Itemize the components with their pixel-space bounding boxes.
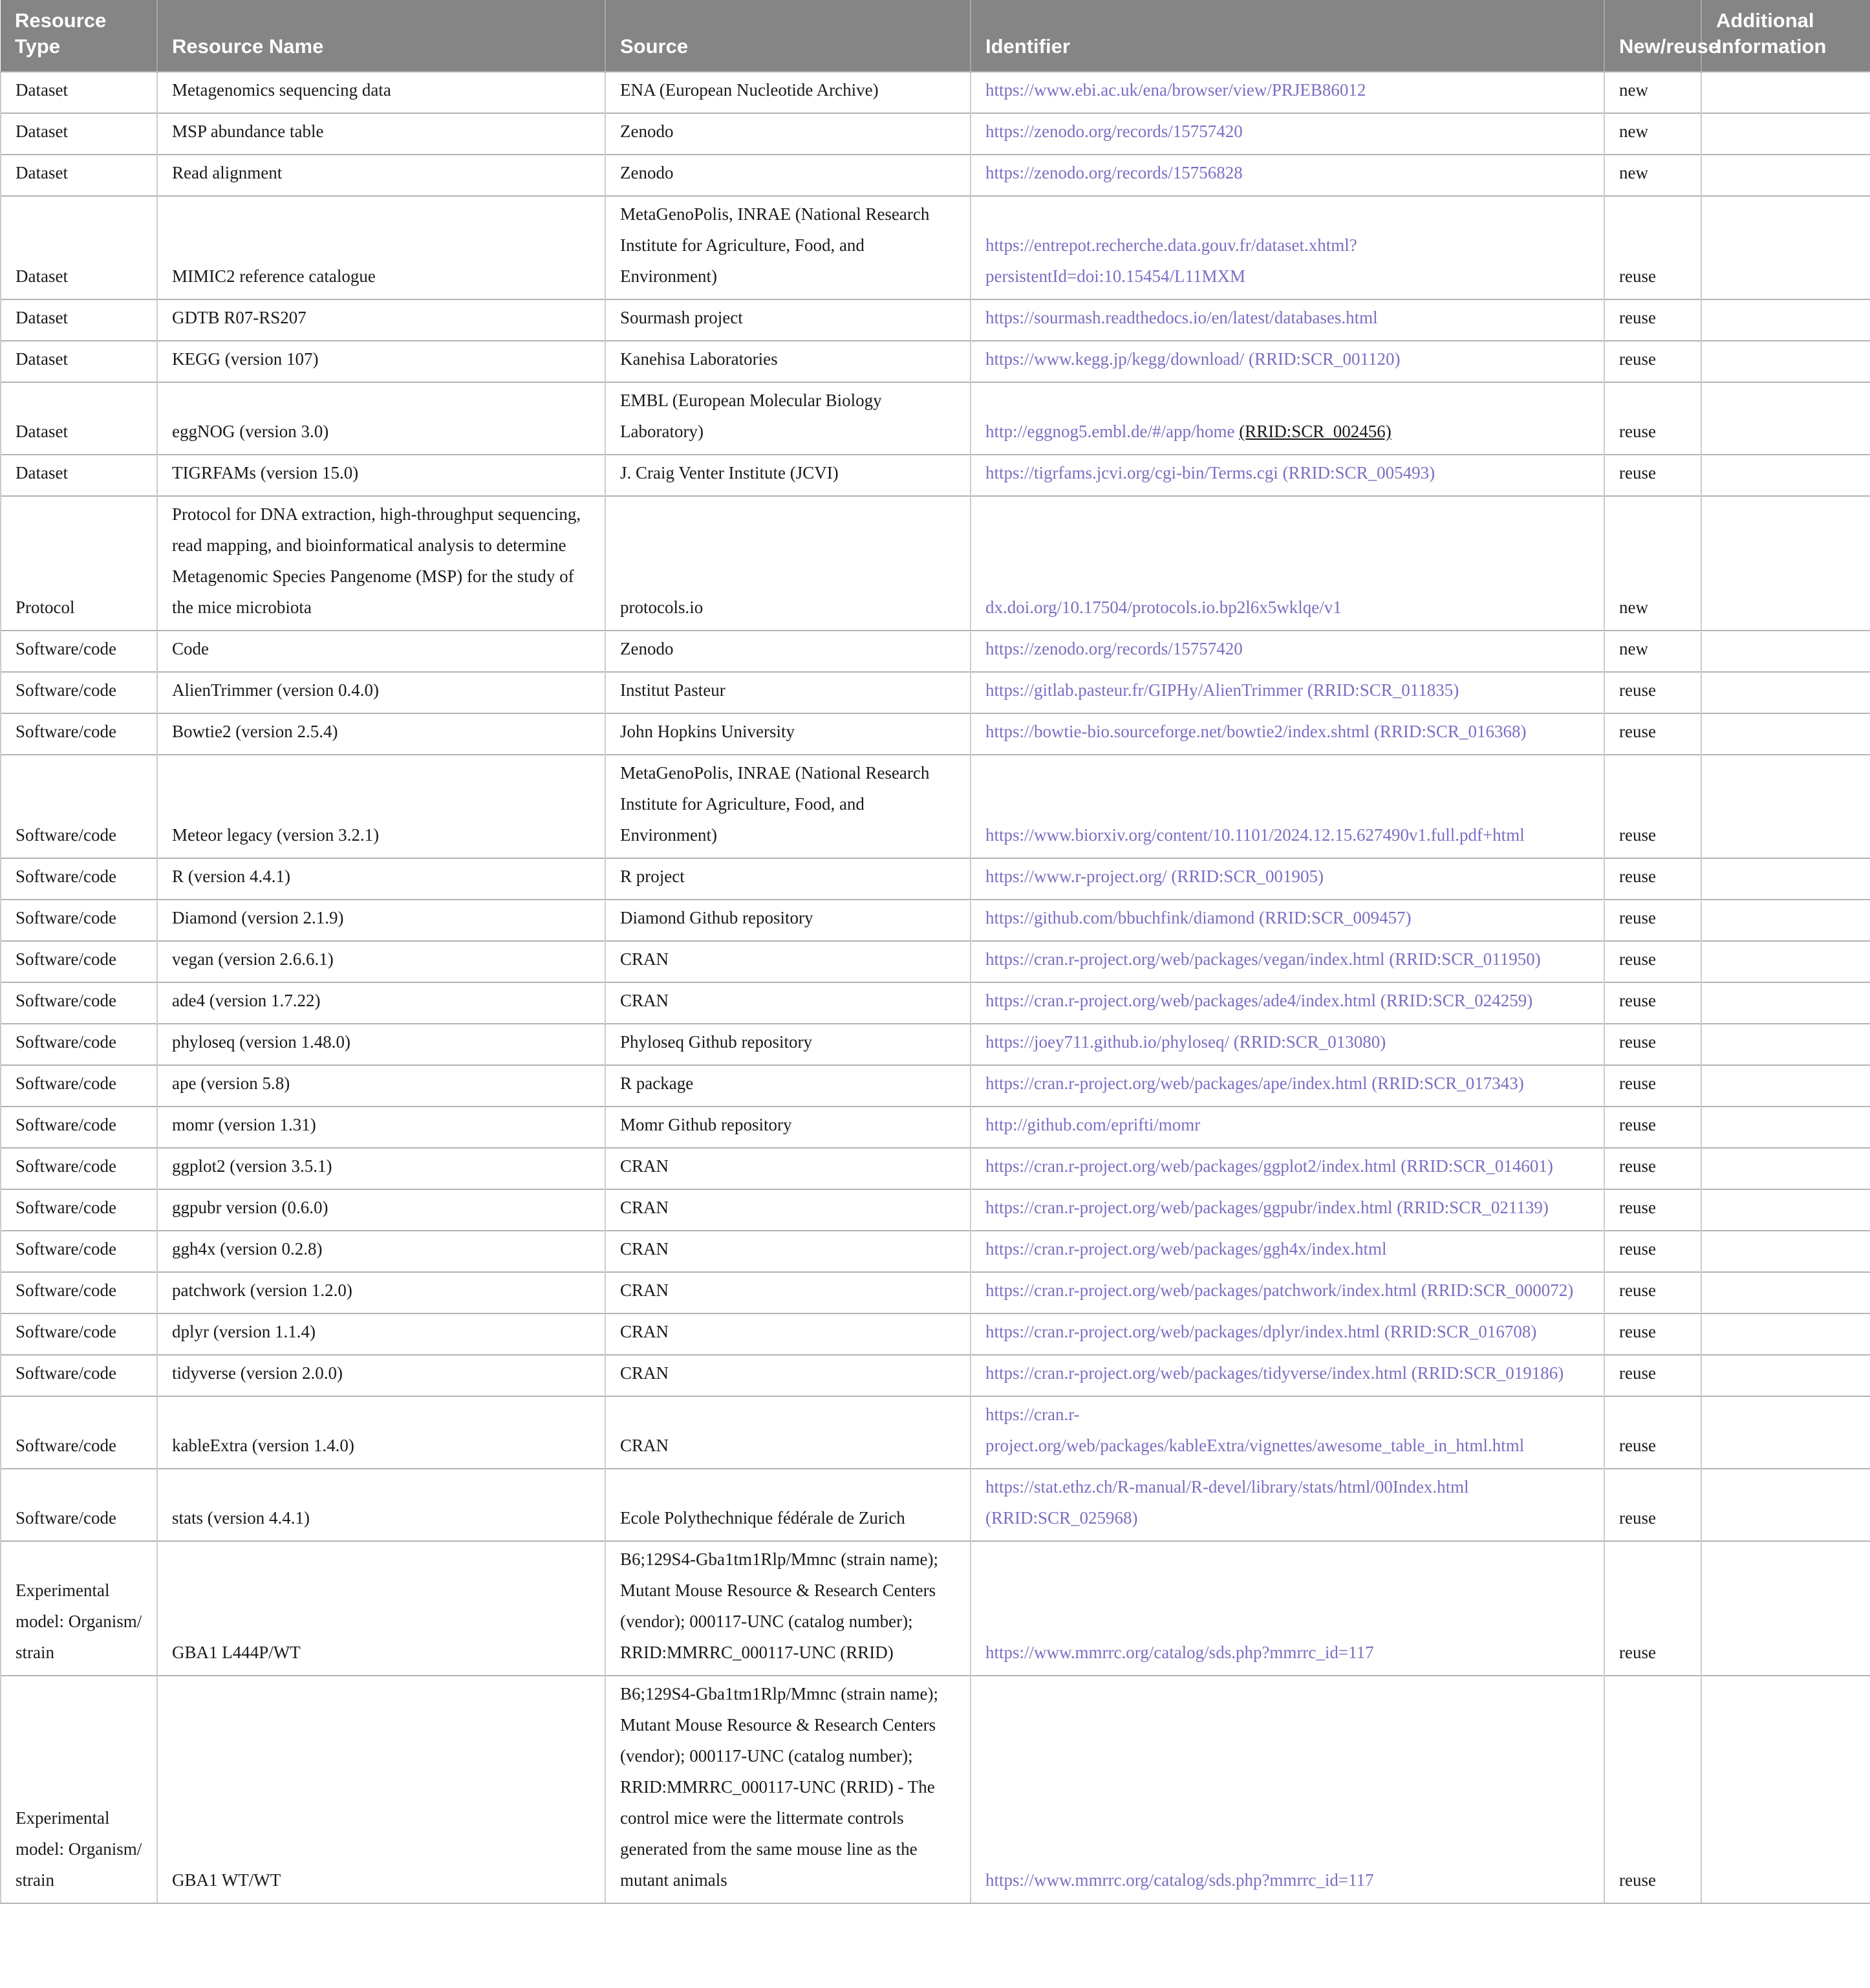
cell-additional-information [1701, 1676, 1870, 1903]
cell-identifier [971, 713, 1604, 755]
cell-resource-name: GBA1 L444P/WT [157, 1541, 605, 1676]
cell-new-reuse: reuse [1604, 941, 1701, 982]
cell-source: Phyloseq Github repository [605, 1024, 971, 1065]
cell-identifier [971, 1272, 1604, 1313]
cell-source: Institut Pasteur [605, 672, 971, 713]
identifier-link[interactable]: https://www.kegg.jp/kegg/download/ (RRID:SCR_001120) [985, 349, 1401, 369]
cell-new-reuse: new [1604, 113, 1701, 155]
cell-identifier [971, 1396, 1604, 1469]
cell-resource-type: Dataset [1, 155, 157, 196]
cell-resource-type: Dataset [1, 196, 157, 299]
table-row [1, 1355, 1870, 1396]
cell-resource-name: stats (version 4.4.1) [157, 1469, 605, 1541]
cell-additional-information [1701, 858, 1870, 900]
table-row [1, 1272, 1870, 1313]
cell-resource-type: Software/code [1, 1469, 157, 1541]
cell-new-reuse: reuse [1604, 1355, 1701, 1396]
cell-identifier [971, 1107, 1604, 1148]
table-row [1, 858, 1870, 900]
cell-additional-information [1701, 672, 1870, 713]
cell-new-reuse: reuse [1604, 455, 1701, 496]
cell-source: ENA (European Nucleotide Archive) [605, 72, 971, 113]
cell-additional-information [1701, 455, 1870, 496]
cell-additional-information [1701, 755, 1870, 858]
cell-additional-information [1701, 1189, 1870, 1231]
cell-identifier [971, 755, 1604, 858]
cell-additional-information [1701, 1148, 1870, 1189]
table-row [1, 941, 1870, 982]
cell-resource-type: Software/code [1, 1065, 157, 1107]
cell-resource-name: MSP abundance table [157, 113, 605, 155]
cell-new-reuse: new [1604, 155, 1701, 196]
identifier-link[interactable]: https://cran.r-project.org/web/packages/kableExtra/vignettes/awesome_table_in_html.html [985, 1405, 1525, 1455]
cell-new-reuse: reuse [1604, 1189, 1701, 1231]
identifier-link[interactable]: https://joey711.github.io/phyloseq/ (RRID:SCR_013080) [985, 1032, 1386, 1052]
cell-source: CRAN [605, 941, 971, 982]
cell-new-reuse: reuse [1604, 1541, 1701, 1676]
cell-resource-type: Dataset [1, 382, 157, 455]
cell-source: John Hopkins University [605, 713, 971, 755]
cell-resource-name: phyloseq (version 1.48.0) [157, 1024, 605, 1065]
column-header-additional-information: Additional Information [1701, 0, 1870, 72]
cell-resource-type: Software/code [1, 900, 157, 941]
table-row [1, 1231, 1870, 1272]
cell-additional-information [1701, 900, 1870, 941]
column-header-source: Source [605, 0, 971, 72]
cell-resource-type: Dataset [1, 299, 157, 341]
cell-resource-type: Experimental model: Organism/ strain [1, 1676, 157, 1903]
cell-resource-type: Software/code [1, 1189, 157, 1231]
identifier-link[interactable]: https://cran.r-project.org/web/packages/dplyr/index.html (RRID:SCR_016708) [985, 1322, 1537, 1341]
cell-additional-information [1701, 631, 1870, 672]
cell-resource-type: Protocol [1, 496, 157, 631]
cell-identifier [971, 1313, 1604, 1355]
cell-resource-name: Protocol for DNA extraction, high-throughput sequencing, read mapping, and bioinformatical analysis to determine Metagenomic Species Pangenome (MSP) for the study of the mice microbiota [157, 496, 605, 631]
identifier-link[interactable]: https://zenodo.org/records/15757420 [985, 639, 1243, 658]
cell-new-reuse: reuse [1604, 672, 1701, 713]
cell-identifier [971, 113, 1604, 155]
identifier-link[interactable]: https://cran.r-project.org/web/packages/ggpubr/index.html (RRID:SCR_021139) [985, 1198, 1549, 1217]
cell-additional-information [1701, 1355, 1870, 1396]
cell-identifier [971, 496, 1604, 631]
cell-identifier [971, 1065, 1604, 1107]
cell-identifier [971, 155, 1604, 196]
cell-resource-name: ape (version 5.8) [157, 1065, 605, 1107]
table-row [1, 755, 1870, 858]
column-header-identifier: Identifier [971, 0, 1604, 72]
cell-identifier [971, 72, 1604, 113]
identifier-link[interactable]: https://www.biorxiv.org/content/10.1101/2024.12.15.627490v1.full.pdf+html [985, 825, 1525, 845]
cell-resource-name: Meteor legacy (version 3.2.1) [157, 755, 605, 858]
identifier-link[interactable]: https://github.com/bbuchfink/diamond (RRID:SCR_009457) [985, 908, 1412, 927]
cell-resource-type: Experimental model: Organism/ strain [1, 1541, 157, 1676]
cell-new-reuse: reuse [1604, 858, 1701, 900]
cell-source: CRAN [605, 982, 971, 1024]
table-row [1, 113, 1870, 155]
cell-resource-type: Software/code [1, 713, 157, 755]
cell-resource-name: GBA1 WT/WT [157, 1676, 605, 1903]
cell-source: B6;129S4-Gba1tm1Rlp/Mmnc (strain name); Mutant Mouse Resource & Research Centers (vendor); 000117-UNC (catalog number); RRID:MMRRC_000117-UNC (RRID) - The control mice were the littermate controls generated from the same mouse line as the mutant animals [605, 1676, 971, 1903]
identifier-link[interactable]: https://bowtie-bio.sourceforge.net/bowtie2/index.shtml (RRID:SCR_016368) [985, 722, 1527, 741]
cell-resource-name: ade4 (version 1.7.22) [157, 982, 605, 1024]
cell-resource-type: Dataset [1, 455, 157, 496]
cell-source: CRAN [605, 1396, 971, 1469]
cell-resource-name: Code [157, 631, 605, 672]
cell-new-reuse: reuse [1604, 341, 1701, 382]
table-row [1, 1148, 1870, 1189]
cell-source: CRAN [605, 1148, 971, 1189]
identifier-link[interactable]: https://cran.r-project.org/web/packages/ggh4x/index.html [985, 1239, 1387, 1259]
table-row [1, 982, 1870, 1024]
table-row [1, 672, 1870, 713]
cell-source: Diamond Github repository [605, 900, 971, 941]
cell-identifier [971, 1148, 1604, 1189]
identifier-link[interactable]: https://www.mmrrc.org/catalog/sds.php?mmrrc_id=117 [985, 1643, 1374, 1662]
table-row [1, 631, 1870, 672]
cell-resource-name: Bowtie2 (version 2.5.4) [157, 713, 605, 755]
cell-additional-information [1701, 1469, 1870, 1541]
cell-resource-name: momr (version 1.31) [157, 1107, 605, 1148]
cell-new-reuse: reuse [1604, 1313, 1701, 1355]
cell-new-reuse: reuse [1604, 713, 1701, 755]
cell-source: CRAN [605, 1231, 971, 1272]
cell-source: CRAN [605, 1272, 971, 1313]
cell-identifier [971, 1355, 1604, 1396]
cell-additional-information [1701, 1272, 1870, 1313]
cell-additional-information [1701, 299, 1870, 341]
cell-identifier [971, 672, 1604, 713]
header-row [1, 0, 1870, 72]
cell-identifier [971, 1541, 1604, 1676]
table-row [1, 382, 1870, 455]
cell-additional-information [1701, 1396, 1870, 1469]
identifier-link[interactable]: https://entrepot.recherche.data.gouv.fr/dataset.xhtml?persistentId=doi:10.15454/L11MXM [985, 235, 1357, 286]
identifier-link[interactable]: https://gitlab.pasteur.fr/GIPHy/AlienTrimmer (RRID:SCR_011835) [985, 680, 1459, 700]
table-row [1, 496, 1870, 631]
cell-new-reuse: new [1604, 631, 1701, 672]
cell-identifier [971, 455, 1604, 496]
cell-new-reuse: new [1604, 72, 1701, 113]
cell-resource-type: Software/code [1, 672, 157, 713]
cell-new-reuse: reuse [1604, 1065, 1701, 1107]
cell-additional-information [1701, 496, 1870, 631]
cell-additional-information [1701, 155, 1870, 196]
identifier-link[interactable]: https://cran.r-project.org/web/packages/patchwork/index.html (RRID:SCR_000072) [985, 1280, 1574, 1300]
cell-new-reuse: reuse [1604, 382, 1701, 455]
cell-identifier [971, 1189, 1604, 1231]
cell-additional-information [1701, 1107, 1870, 1148]
cell-new-reuse: reuse [1604, 982, 1701, 1024]
cell-source: R project [605, 858, 971, 900]
identifier-link[interactable]: https://cran.r-project.org/web/packages/ade4/index.html (RRID:SCR_024259) [985, 991, 1533, 1010]
cell-new-reuse: reuse [1604, 1676, 1701, 1903]
cell-additional-information [1701, 1541, 1870, 1676]
cell-additional-information [1701, 1065, 1870, 1107]
table-row [1, 1024, 1870, 1065]
cell-additional-information [1701, 72, 1870, 113]
cell-resource-name: ggplot2 (version 3.5.1) [157, 1148, 605, 1189]
table-row [1, 72, 1870, 113]
identifier-link[interactable]: https://www.ebi.ac.uk/ena/browser/view/PRJEB86012 [985, 80, 1366, 100]
cell-resource-name: ggh4x (version 0.2.8) [157, 1231, 605, 1272]
column-header-resource-type: Resource Type [1, 0, 157, 72]
table-row [1, 1676, 1870, 1903]
cell-resource-name: Metagenomics sequencing data [157, 72, 605, 113]
identifier-link[interactable]: dx.doi.org/10.17504/protocols.io.bp2l6x5wklqe/v1 [985, 598, 1342, 617]
cell-source: Ecole Polythechnique fédérale de Zurich [605, 1469, 971, 1541]
table-row [1, 196, 1870, 299]
cell-resource-name: eggNOG (version 3.0) [157, 382, 605, 455]
cell-source: B6;129S4-Gba1tm1Rlp/Mmnc (strain name); Mutant Mouse Resource & Research Centers (vendor); 000117-UNC (catalog number); RRID:MMRRC_000117-UNC (RRID) [605, 1541, 971, 1676]
cell-new-reuse: reuse [1604, 900, 1701, 941]
cell-source: J. Craig Venter Institute (JCVI) [605, 455, 971, 496]
cell-resource-name: vegan (version 2.6.6.1) [157, 941, 605, 982]
identifier-link[interactable]: http://eggnog5.embl.de/#/app/home [985, 422, 1240, 441]
table-row [1, 1107, 1870, 1148]
cell-resource-type: Software/code [1, 982, 157, 1024]
cell-source: MetaGenoPolis, INRAE (National Research Institute for Agriculture, Food, and Environment) [605, 196, 971, 299]
identifier-link[interactable]: https://cran.r-project.org/web/packages/vegan/index.html (RRID:SCR_011950) [985, 949, 1541, 969]
table-row [1, 1313, 1870, 1355]
cell-resource-name: dplyr (version 1.1.4) [157, 1313, 605, 1355]
cell-resource-name: AlienTrimmer (version 0.4.0) [157, 672, 605, 713]
cell-identifier [971, 382, 1604, 455]
cell-source: CRAN [605, 1355, 971, 1396]
identifier-link[interactable]: https://www.r-project.org/ (RRID:SCR_001905) [985, 867, 1324, 886]
cell-additional-information [1701, 941, 1870, 982]
cell-new-reuse: reuse [1604, 1231, 1701, 1272]
cell-resource-type: Software/code [1, 1313, 157, 1355]
cell-resource-type: Software/code [1, 1355, 157, 1396]
cell-new-reuse: reuse [1604, 1148, 1701, 1189]
cell-resource-name: ggpubr version (0.6.0) [157, 1189, 605, 1231]
cell-identifier [971, 941, 1604, 982]
cell-resource-type: Dataset [1, 113, 157, 155]
cell-source: MetaGenoPolis, INRAE (National Research Institute for Agriculture, Food, and Environment) [605, 755, 971, 858]
cell-resource-name: MIMIC2 reference catalogue [157, 196, 605, 299]
cell-resource-name: Diamond (version 2.1.9) [157, 900, 605, 941]
cell-resource-type: Software/code [1, 1148, 157, 1189]
identifier-link[interactable]: https://tigrfams.jcvi.org/cgi-bin/Terms.cgi (RRID:SCR_005493) [985, 463, 1435, 482]
cell-identifier [971, 631, 1604, 672]
table-body [1, 72, 1870, 1903]
identifier-link[interactable]: https://cran.r-project.org/web/packages/ape/index.html (RRID:SCR_017343) [985, 1074, 1524, 1093]
cell-additional-information [1701, 382, 1870, 455]
cell-identifier [971, 1469, 1604, 1541]
cell-source: Kanehisa Laboratories [605, 341, 971, 382]
cell-additional-information [1701, 982, 1870, 1024]
column-header-resource-name: Resource Name [157, 0, 605, 72]
cell-resource-name: tidyverse (version 2.0.0) [157, 1355, 605, 1396]
cell-resource-type: Software/code [1, 1396, 157, 1469]
cell-resource-type: Dataset [1, 72, 157, 113]
cell-identifier [971, 1024, 1604, 1065]
cell-source: Sourmash project [605, 299, 971, 341]
cell-resource-name: Read alignment [157, 155, 605, 196]
column-header-new-reuse: New/reuse [1604, 0, 1701, 72]
cell-source: CRAN [605, 1189, 971, 1231]
cell-identifier [971, 858, 1604, 900]
cell-resource-type: Software/code [1, 941, 157, 982]
cell-identifier [971, 299, 1604, 341]
cell-resource-name: kableExtra (version 1.4.0) [157, 1396, 605, 1469]
table-row [1, 155, 1870, 196]
table-row [1, 1396, 1870, 1469]
cell-new-reuse: reuse [1604, 299, 1701, 341]
cell-resource-type: Software/code [1, 1024, 157, 1065]
cell-new-reuse: reuse [1604, 1272, 1701, 1313]
cell-resource-type: Software/code [1, 858, 157, 900]
cell-resource-type: Software/code [1, 1107, 157, 1148]
identifier-rrid-text: (RRID:SCR_002456) [1239, 422, 1392, 441]
cell-identifier [971, 1676, 1604, 1903]
cell-resource-type: Software/code [1, 755, 157, 858]
cell-new-reuse: reuse [1604, 755, 1701, 858]
cell-new-reuse: reuse [1604, 1107, 1701, 1148]
identifier-link[interactable]: https://zenodo.org/records/15757420 [985, 122, 1243, 141]
cell-resource-name: KEGG (version 107) [157, 341, 605, 382]
table-row [1, 1189, 1870, 1231]
identifier-link[interactable]: http://github.com/eprifti/momr [985, 1115, 1201, 1134]
cell-resource-type: Software/code [1, 1272, 157, 1313]
cell-additional-information [1701, 1024, 1870, 1065]
cell-source: R package [605, 1065, 971, 1107]
table-row [1, 341, 1870, 382]
cell-additional-information [1701, 713, 1870, 755]
identifier-link[interactable]: https://www.mmrrc.org/catalog/sds.php?mmrrc_id=117 [985, 1870, 1374, 1890]
cell-additional-information [1701, 341, 1870, 382]
identifier-link[interactable]: https://zenodo.org/records/15756828 [985, 163, 1243, 182]
identifier-link[interactable]: https://cran.r-project.org/web/packages/tidyverse/index.html (RRID:SCR_019186) [985, 1363, 1564, 1383]
cell-identifier [971, 900, 1604, 941]
cell-new-reuse: reuse [1604, 196, 1701, 299]
table-row [1, 713, 1870, 755]
cell-source: Zenodo [605, 631, 971, 672]
cell-new-reuse: reuse [1604, 1469, 1701, 1541]
cell-identifier [971, 196, 1604, 299]
cell-source: Momr Github repository [605, 1107, 971, 1148]
cell-source: Zenodo [605, 155, 971, 196]
table-row [1, 900, 1870, 941]
cell-new-reuse: reuse [1604, 1024, 1701, 1065]
cell-identifier [971, 982, 1604, 1024]
cell-additional-information [1701, 1313, 1870, 1355]
cell-resource-name: patchwork (version 1.2.0) [157, 1272, 605, 1313]
table-row [1, 299, 1870, 341]
table-row [1, 1541, 1870, 1676]
cell-resource-type: Software/code [1, 1231, 157, 1272]
cell-resource-type: Software/code [1, 631, 157, 672]
table-row [1, 455, 1870, 496]
cell-new-reuse: reuse [1604, 1396, 1701, 1469]
cell-source: CRAN [605, 1313, 971, 1355]
cell-source: EMBL (European Molecular Biology Laboratory) [605, 382, 971, 455]
cell-source: protocols.io [605, 496, 971, 631]
cell-additional-information [1701, 196, 1870, 299]
cell-identifier [971, 341, 1604, 382]
table-row [1, 1065, 1870, 1107]
cell-resource-name: GDTB R07-RS207 [157, 299, 605, 341]
cell-new-reuse: new [1604, 496, 1701, 631]
table-row [1, 1469, 1870, 1541]
identifier-link[interactable]: https://cran.r-project.org/web/packages/ggplot2/index.html (RRID:SCR_014601) [985, 1156, 1553, 1176]
cell-resource-type: Dataset [1, 341, 157, 382]
cell-source: Zenodo [605, 113, 971, 155]
cell-resource-name: R (version 4.4.1) [157, 858, 605, 900]
identifier-link[interactable]: https://stat.ethz.ch/R-manual/R-devel/library/stats/html/00Index.html (RRID:SCR_025968) [985, 1477, 1469, 1528]
cell-additional-information [1701, 113, 1870, 155]
identifier-link[interactable]: https://sourmash.readthedocs.io/en/latest/databases.html [985, 308, 1378, 327]
cell-additional-information [1701, 1231, 1870, 1272]
cell-resource-name: TIGRFAMs (version 15.0) [157, 455, 605, 496]
cell-identifier [971, 1231, 1604, 1272]
